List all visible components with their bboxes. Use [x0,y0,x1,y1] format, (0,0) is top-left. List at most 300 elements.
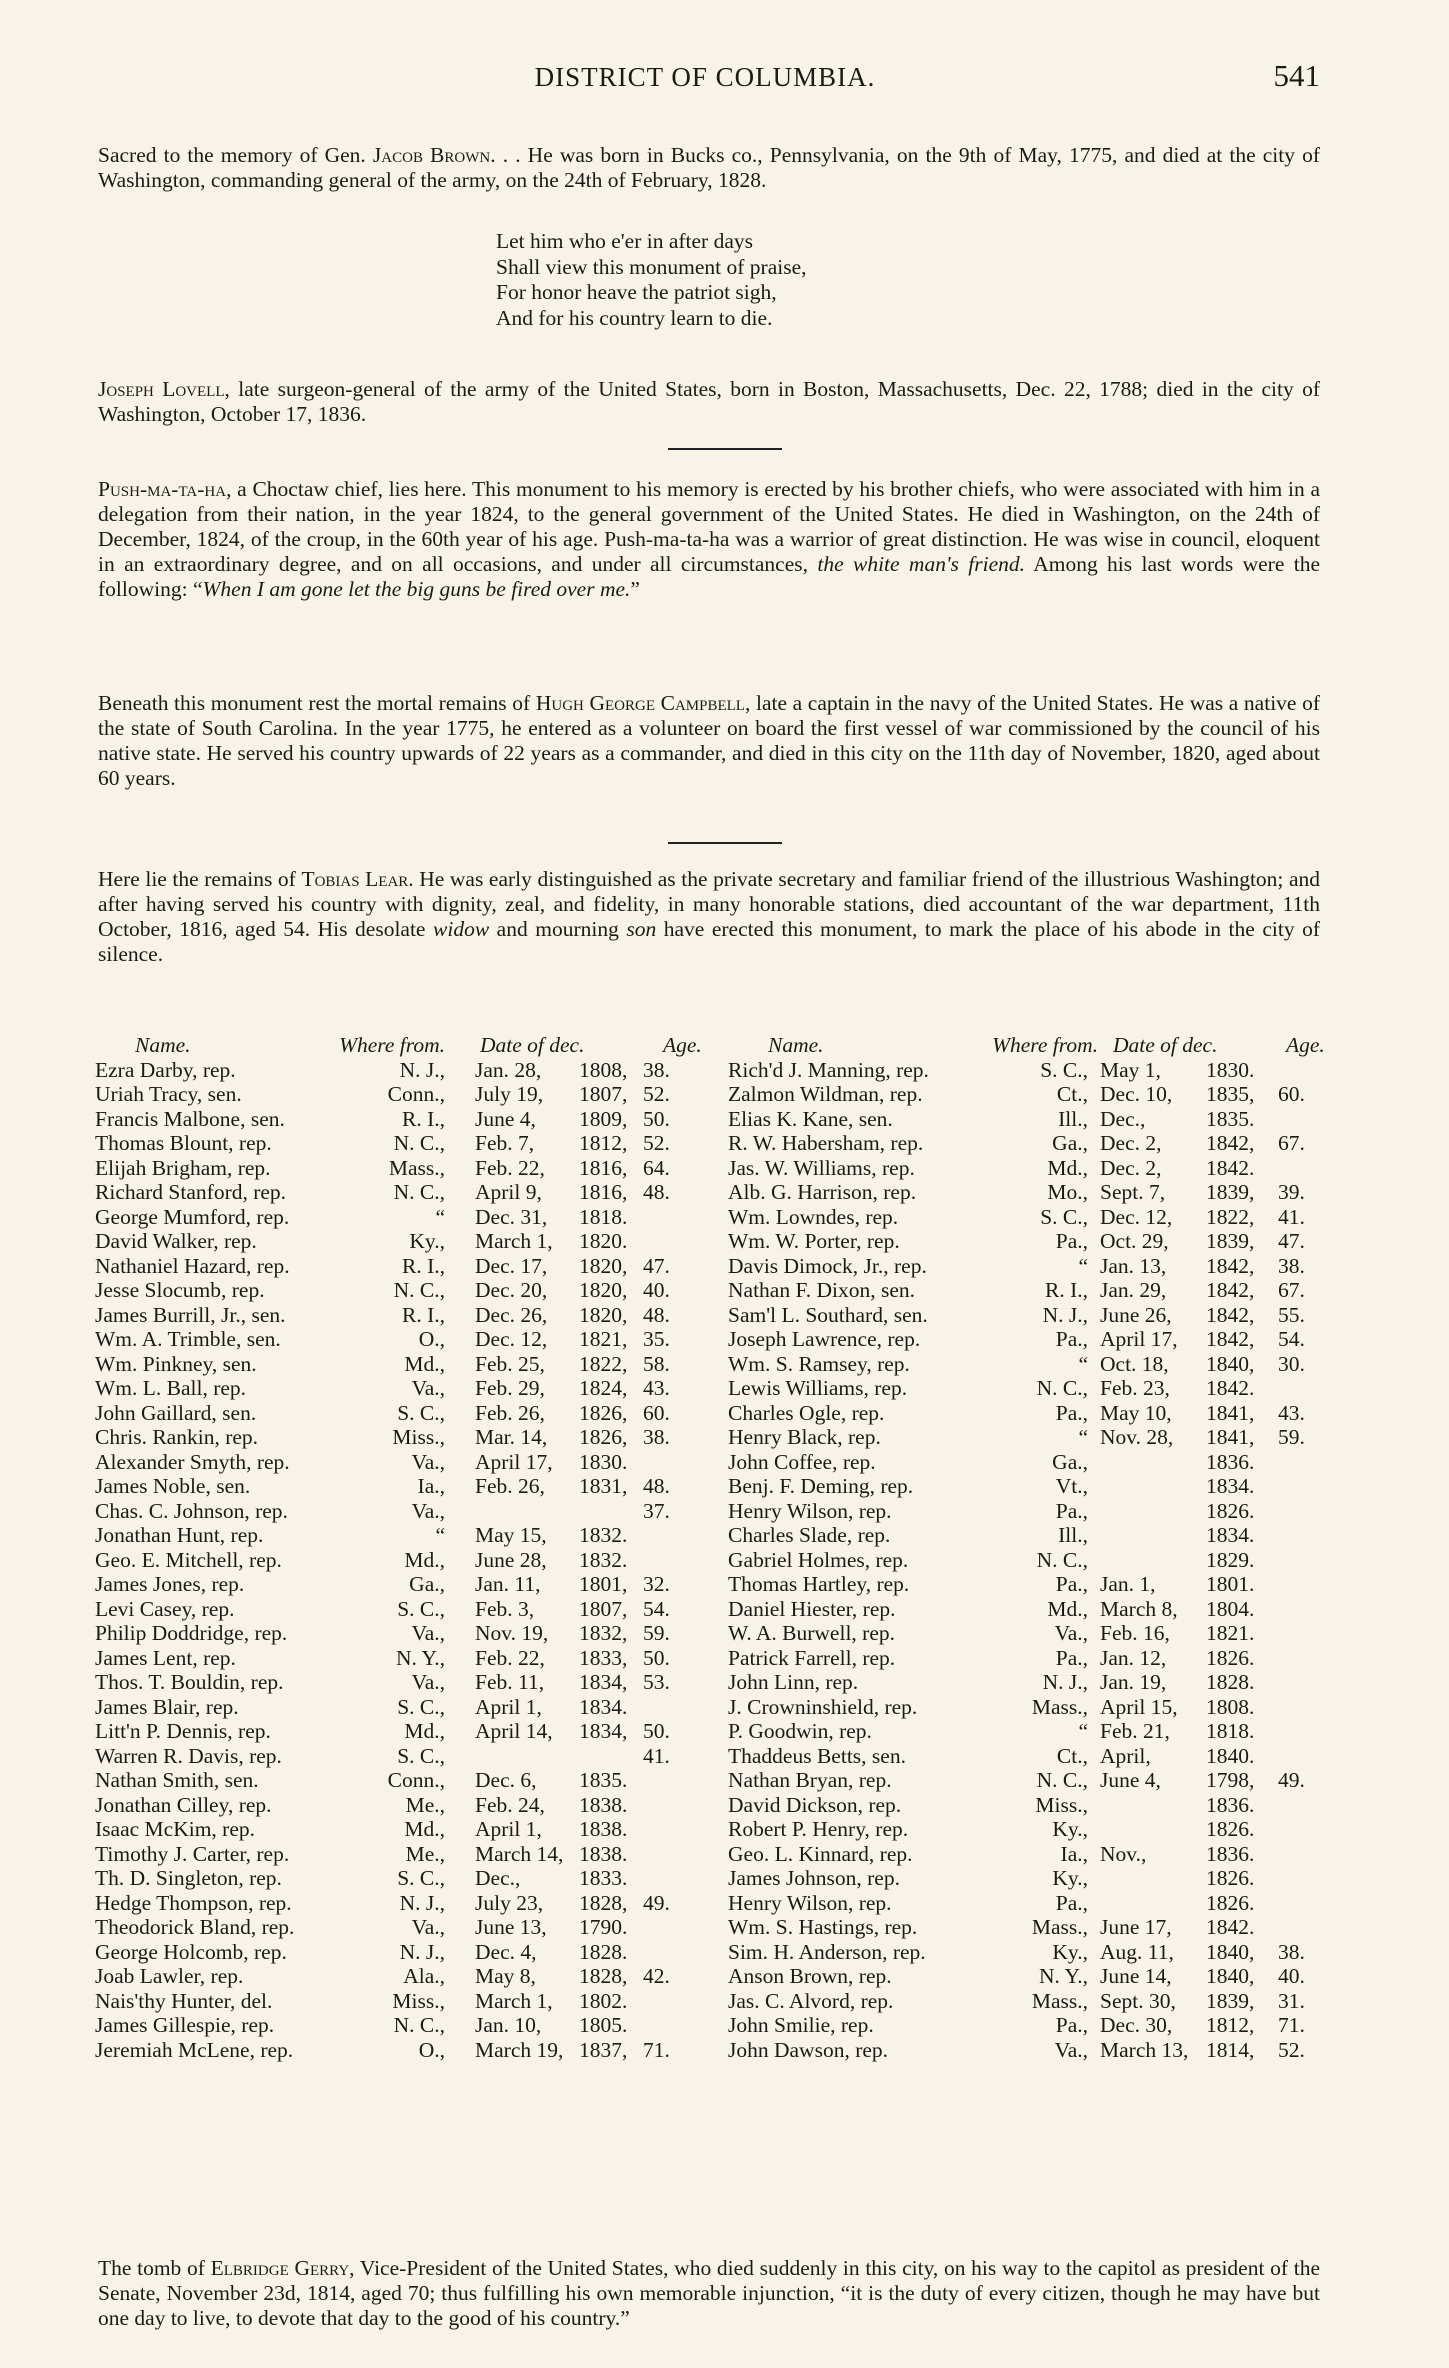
cell-name: Hedge Thompson, rep. [95,1890,292,1915]
lear-name: Tobias Lear [301,867,409,891]
cell-year: 1801, [579,1572,628,1596]
cell-date: Dec. 31, [475,1204,548,1229]
cell-name: Thos. T. Bouldin, rep. [95,1670,284,1694]
cell-year: 1834. [1206,1523,1255,1547]
cell-year: 1832. [579,1523,628,1547]
cell-where: S. C., [1040,1204,1088,1229]
cell-name: David Walker, rep. [95,1229,257,1253]
table-row [728,1891,1328,1916]
cell-where: Ia., [1060,1841,1088,1866]
cell-name: Wm. S. Hastings, rep. [728,1915,918,1939]
cell-where: N. J., [1042,1670,1088,1694]
cell-where: Pa., [1055,1400,1088,1425]
cell-age: 30. [1278,1351,1305,1376]
cell-year: 1828. [579,1939,628,1964]
cell-name: Zalmon Wildman, rep. [728,1082,923,1106]
cell-where: Va., [411,1376,445,1400]
cell-name: Wm. Pinkney, sen. [95,1351,257,1376]
cell-year: 1836. [1206,1792,1255,1817]
table-row [95,1425,695,1450]
table-row [95,1572,695,1597]
cell-date: Dec. 10, [1100,1082,1173,1106]
cell-age: 41. [643,1743,670,1768]
cell-year: 1842, [1206,1327,1255,1351]
brown-intro: Sacred to the memory of Gen. [98,143,366,167]
cell-year: 1836. [1206,1449,1255,1474]
table-row [728,1940,1328,1965]
cell-year: 1834. [579,1694,628,1719]
brown-name: Jacob Brown [372,143,491,167]
cell-name: Francis Malbone, sen. [95,1106,285,1131]
cell-age: 64. [643,1155,670,1180]
cell-where: Pa., [1055,1229,1088,1253]
cell-age: 67. [1278,1278,1305,1302]
cell-name: Wm. Lowndes, rep. [728,1204,899,1229]
cell-name: Wm. S. Ramsey, rep. [728,1351,910,1376]
cell-name: Nathan Bryan, rep. [728,1768,892,1792]
table-row [95,1180,695,1205]
cell-name: James Gillespie, rep. [95,2013,275,2037]
table-row [95,1303,695,1328]
cell-date: Feb. 16, [1100,1621,1170,1645]
table-row [95,1205,695,1230]
cell-date: Feb. 22, [475,1155,545,1180]
cell-where: Miss., [392,1988,445,2013]
cell-year: 1842. [1206,1155,1255,1180]
cell-year: 1841, [1206,1425,1255,1449]
cell-where: Pa., [1055,2013,1088,2037]
cell-date: June 13, [475,1915,547,1939]
table-header-row [95,1033,702,1058]
cell-where: “ [1078,1719,1088,1743]
cell-date: Feb. 21, [1100,1719,1170,1743]
cell-date: Feb. 26, [475,1474,545,1498]
cell-name: James Burrill, Jr., sen. [95,1302,286,1327]
cell-age: 49. [643,1890,670,1915]
cell-name: W. A. Burwell, rep. [728,1621,896,1645]
header-date: Date of dec. [1113,1033,1218,1057]
cell-age: 59. [1278,1425,1305,1449]
cell-where: N. C., [1036,1376,1088,1400]
table-row [95,1719,695,1744]
cell-name: John Gaillard, sen. [95,1400,257,1425]
verse-line: Shall view this monument of praise, [496,254,807,279]
cell-date: April 1, [475,1694,542,1719]
cell-where: Mass., [1031,1988,1088,2013]
cell-name: Richard Stanford, rep. [95,1180,287,1204]
cell-year: 1840, [1206,1351,1255,1376]
table-row [728,1793,1328,1818]
cell-date: April 14, [475,1719,553,1743]
cell-where: Conn., [387,1082,445,1106]
cell-where: Md., [404,1719,445,1743]
cell-year: 1842, [1206,1131,1255,1155]
table-row [95,2038,695,2063]
lear-text3: have erected this monument, to mark the place of his abode in the city of silence. [98,917,1320,966]
verse-line: And for his country learn to die. [496,305,773,330]
cell-age: 48. [643,1302,670,1327]
cell-year: 1816, [579,1155,628,1180]
pushmataha-name: Push-ma-ta-ha [98,477,227,501]
cell-year: 1839, [1206,1229,1255,1253]
cell-date: Sept. 7, [1100,1180,1166,1204]
cell-where: N. C., [393,1131,445,1155]
cell-date: June 28, [475,1547,547,1572]
table-row [95,1964,695,1989]
cell-where: Ga., [1052,1449,1088,1474]
cell-age: 71. [643,2037,670,2062]
cell-name: Chas. C. Johnson, rep. [95,1498,288,1523]
cell-date: Jan. 1, [1100,1572,1156,1596]
cell-age: 38. [643,1057,670,1082]
cell-name: Litt'n P. Dennis, rep. [95,1719,271,1743]
cell-name: John Dawson, rep. [728,2037,889,2062]
lovell-name: Joseph Lovell [98,377,225,401]
table-row [95,1474,695,1499]
table-row [95,1940,695,1965]
cell-date: Dec., [1100,1106,1146,1131]
cell-where: N. C., [1036,1547,1088,1572]
cell-year: 1840, [1206,1939,1255,1964]
cell-year: 1830. [579,1449,628,1474]
cell-name: Jonathan Cilley, rep. [95,1792,272,1817]
table-row [728,1523,1328,1548]
cell-year: 1821. [1206,1621,1255,1645]
cell-age: 67. [1278,1131,1305,1155]
cell-date: Aug. 11, [1100,1939,1174,1964]
cell-year: 1790. [579,1915,628,1939]
cell-date: March 14, [475,1841,564,1866]
table-row [728,1082,1328,1107]
cell-name: James Johnson, rep. [728,1866,900,1890]
cell-year: 1833. [579,1866,628,1890]
table-row [728,1327,1328,1352]
cell-name: John Coffee, rep. [728,1449,876,1474]
header-age: Age. [1286,1033,1325,1057]
verse-line: Let him who e'er in after days [496,229,754,253]
cell-date: March 13, [1100,2037,1189,2062]
cell-date: March 19, [475,2037,564,2062]
cell-name: Lewis Williams, rep. [728,1376,908,1400]
cell-age: 53. [643,1670,670,1694]
cell-where: Pa., [1055,1498,1088,1523]
cell-where: Mass., [1031,1694,1088,1719]
cell-name: Geo. L. Kinnard, rep. [728,1841,913,1866]
cell-date: May 15, [475,1523,547,1547]
cell-name: Robert P. Henry, rep. [728,1817,909,1841]
cell-name: Jesse Slocumb, rep. [95,1278,265,1302]
cell-where: R. I., [1045,1278,1088,1302]
cell-year: 1842, [1206,1253,1255,1278]
gerry-epitaph [98,2256,1320,2331]
table-row [728,1401,1328,1426]
table-row [728,1915,1328,1940]
cell-year: 1812, [1206,2013,1255,2037]
cell-date: Dec. 4, [475,1939,537,1964]
cell-name: Jas. W. Williams, rep. [728,1155,915,1180]
cell-date: Jan. 10, [475,2013,542,2037]
cell-date: Dec. 26, [475,1302,548,1327]
table-row [95,1327,695,1352]
cell-where: R. I., [402,1106,445,1131]
cell-where: Va., [1054,1621,1088,1645]
cell-date: Dec. 20, [475,1278,548,1302]
cell-name: Davis Dimock, Jr., rep. [728,1253,927,1278]
cell-date: Feb. 23, [1100,1376,1170,1400]
cell-name: Jas. C. Alvord, rep. [728,1988,894,2013]
cell-where: Conn., [387,1768,445,1792]
cell-where: Ga., [1052,1131,1088,1155]
cell-date: Feb. 29, [475,1376,545,1400]
cell-name: Chris. Rankin, rep. [95,1425,259,1449]
header-date: Date of dec. [480,1033,585,1057]
cell-year: 1820, [579,1278,628,1302]
cell-date: April 17, [1100,1327,1178,1351]
cell-name: J. Crowninshield, rep. [728,1694,918,1719]
cell-name: Jonathan Hunt, rep. [95,1523,264,1547]
cell-where: “ [1078,1351,1088,1376]
cell-name: Timothy J. Carter, rep. [95,1841,290,1866]
table-row [95,1817,695,1842]
page-header [90,58,1320,98]
table-row [95,1744,695,1769]
lear-son: son [626,917,657,941]
table-row [728,1303,1328,1328]
cell-age: 39. [1278,1180,1305,1204]
table-row [95,1376,695,1401]
cell-age: 60. [1278,1082,1305,1106]
cell-name: Wm. W. Porter, rep. [728,1229,900,1253]
cell-year: 1826, [579,1400,628,1425]
table-row [728,1254,1328,1279]
cell-where: Pa., [1055,1645,1088,1670]
cell-year: 1808, [579,1057,628,1082]
cell-name: John Smilie, rep. [728,2013,874,2037]
cell-year: 1837, [579,2037,628,2062]
cell-age: 41. [1278,1204,1305,1229]
table-row [728,1842,1328,1867]
cell-name: George Mumford, rep. [95,1204,290,1229]
cell-where: Va., [411,1449,445,1474]
cell-date: July 23, [475,1890,544,1915]
cell-year: 1798, [1206,1768,1255,1792]
cell-date: Feb. 25, [475,1351,545,1376]
cell-where: N. C., [1036,1768,1088,1792]
cell-where: Va., [1054,2037,1088,2062]
table-row [95,1842,695,1867]
cell-date: Oct. 18, [1100,1351,1169,1376]
cell-where: S. C., [397,1743,445,1768]
cell-age: 52. [643,1082,670,1106]
cell-name: Henry Wilson, rep. [728,1890,892,1915]
cell-year: 1838. [579,1841,628,1866]
cell-name: Theodorick Bland, rep. [95,1915,295,1939]
cell-year: 1801. [1206,1572,1255,1596]
cell-where: S. C., [1040,1057,1088,1082]
cell-where: Md., [1047,1155,1088,1180]
cell-age: 47. [1278,1229,1305,1253]
cell-name: Gabriel Holmes, rep. [728,1547,909,1572]
cell-age: 50. [643,1106,670,1131]
table-row [95,1450,695,1475]
brown-epitaph [98,143,1320,193]
cell-name: Rich'd J. Manning, rep. [728,1057,929,1082]
cell-name: Sam'l L. Southard, sen. [728,1302,928,1327]
cell-name: R. W. Habersham, rep. [728,1131,924,1155]
cell-name: Ezra Darby, rep. [95,1057,236,1082]
cell-where: Mass., [388,1155,445,1180]
cell-age: 55. [1278,1302,1305,1327]
table-row [95,1621,695,1646]
cell-date: Dec. 2, [1100,1131,1162,1155]
lovell-text: , late surgeon-general of the army of the United States, born in Boston, Massachusetts, Dec. 22, 1788; died in the city of Washington, October 17, 1836. [98,377,1320,426]
table-row [728,1376,1328,1401]
cell-year: 1807, [579,1596,628,1621]
cell-year: 1826. [1206,1645,1255,1670]
cell-name: Geo. E. Mitchell, rep. [95,1547,282,1572]
table-row [95,1670,695,1695]
cell-where: O., [418,2037,445,2062]
cell-name: Daniel Hiester, rep. [728,1596,896,1621]
cell-where: “ [435,1523,445,1547]
cell-name: David Dickson, rep. [728,1792,902,1817]
cell-year: 1808. [1206,1694,1255,1719]
pushmataha-epitaph [98,477,1320,602]
cell-where: Me., [405,1841,445,1866]
cell-year: 1830. [1206,1057,1255,1082]
table-row [728,1597,1328,1622]
cell-date: Jan. 11, [475,1572,541,1596]
cell-year: 1802. [579,1988,628,2013]
cell-where: Md., [1047,1596,1088,1621]
table-row [728,1205,1328,1230]
table-row [95,1793,695,1818]
cell-name: Wm. L. Ball, rep. [95,1376,247,1400]
cell-age: 52. [1278,2037,1305,2062]
cell-where: Pa., [1055,1327,1088,1351]
cell-where: Ga., [409,1572,445,1596]
cell-date: Dec. 30, [1100,2013,1173,2037]
verse-line: For honor heave the patriot sigh, [496,280,777,304]
cell-year: 1818. [1206,1719,1255,1743]
cell-date: May 10, [1100,1400,1172,1425]
table-row [728,1131,1328,1156]
campbell-text: , late a captain in the navy of the United States. He was a native of the state of South Carolina. In the year 1775, he entered as a volunteer on board the first vessel of war commissioned by the council of his native state. He served his country upwards of 22 years as a commander, and died in this city on the 11th day of November, 1820, aged about 60 years. [98,691,1320,790]
cell-year: 1839, [1206,1180,1255,1204]
cell-name: Jeremiah McLene, rep. [95,2037,294,2062]
cell-where: Va., [411,1915,445,1939]
table-row [728,1474,1328,1499]
cell-year: 1820. [579,1229,628,1253]
cell-where: N. J., [399,1057,445,1082]
cell-where: Pa., [1055,1890,1088,1915]
cell-year: 1839, [1206,1988,1255,2013]
lovell-epitaph [98,377,1320,427]
cell-name: Wm. A. Trimble, sen. [95,1327,281,1351]
cell-where: Ky., [1052,1866,1088,1890]
cell-year: 1805. [579,2013,628,2037]
cell-year: 1820, [579,1253,628,1278]
cell-date: Dec., [475,1866,521,1890]
cell-age: 48. [643,1474,670,1498]
table-row [728,1695,1328,1720]
table-row [95,1254,695,1279]
cell-where: Miss., [392,1425,445,1449]
cell-where: Ky., [1052,1939,1088,1964]
table-row [728,1278,1328,1303]
cell-year: 1828, [579,1890,628,1915]
cell-year: 1836. [1206,1841,1255,1866]
lear-text: . He was early distinguished as the private secretary and familiar friend of the illustrious Washington; and after having served his country with dignity, zeal, and fidelity, in many honorable stations, died accountant of the war department, 11th October, 1816, aged 54. His desolate [98,867,1321,941]
cell-name: Elijah Brigham, rep. [95,1155,271,1180]
pushmataha-text: , a Choctaw chief, lies here. This monument to his memory is erected by his brother chiefs, who were associated with him in a delegation from their nation, in the year 1824, to the general government of the United States. He died in Washington, on the 24th of December, 1824, of the croup, in the 60th year of his age. Push-ma-ta-ha was a warrior of great distinction. He was wise in council, eloquent in an extraordinary degree, and on all occasions, and under all circumstances, [98,477,1320,576]
cell-where: Ct., [1056,1082,1088,1106]
cell-name: Henry Wilson, rep. [728,1498,892,1523]
cell-date: March 8, [1100,1596,1178,1621]
cell-name: Henry Black, rep. [728,1425,881,1449]
cell-name: Isaac McKim, rep. [95,1817,255,1841]
table-row [728,1964,1328,1989]
cell-date: March 1, [475,1988,553,2013]
header-where: Where from. [992,1033,1098,1057]
cell-date: June 26, [1100,1302,1172,1327]
cell-where: R. I., [402,1253,445,1278]
cell-date: Jan. 29, [1100,1278,1167,1302]
cell-age: 37. [643,1498,670,1523]
cell-age: 71. [1278,2013,1305,2037]
cell-year: 1807, [579,1082,628,1106]
cell-where: S. C., [397,1866,445,1890]
cell-where: N. C., [393,1180,445,1204]
cell-date: Feb. 24, [475,1792,545,1817]
cell-year: 1832. [579,1547,628,1572]
cell-date: Dec. 2, [1100,1155,1162,1180]
table-row [95,1499,695,1524]
cell-year: 1822, [1206,1204,1255,1229]
cell-where: N. J., [399,1890,445,1915]
cell-date: June 4, [475,1106,536,1131]
table-row [728,1352,1328,1377]
cell-year: 1834, [579,1670,628,1694]
cell-age: 38. [643,1425,670,1449]
cell-where: “ [435,1204,445,1229]
header-name: Name. [768,1033,824,1057]
cell-year: 1842, [1206,1302,1255,1327]
cell-where: N. Y., [1039,1964,1088,1988]
header-where: Where from. [339,1033,445,1057]
cell-date: Jan. 28, [475,1057,542,1082]
table-row [728,1548,1328,1573]
cell-name: Elias K. Kane, sen. [728,1106,893,1131]
section-rule [668,842,782,844]
cell-where: N. J., [1042,1302,1088,1327]
table-row [95,1915,695,1940]
cell-where: Ia., [417,1474,445,1498]
cell-year: 1824, [579,1376,628,1400]
table-row [95,1229,695,1254]
cell-where: Md., [404,1547,445,1572]
table-row [95,1695,695,1720]
cell-date: April, [1100,1743,1151,1768]
cell-year: 1840, [1206,1964,1255,1988]
table-row [95,1523,695,1548]
cell-name: P. Goodwin, rep. [728,1719,872,1743]
lear-intro: Here lie the remains of [98,867,296,891]
cell-where: Ky., [1052,1817,1088,1841]
table-row [95,1082,695,1107]
cell-name: James Jones, rep. [95,1572,245,1596]
cell-name: Thaddeus Betts, sen. [728,1743,906,1768]
